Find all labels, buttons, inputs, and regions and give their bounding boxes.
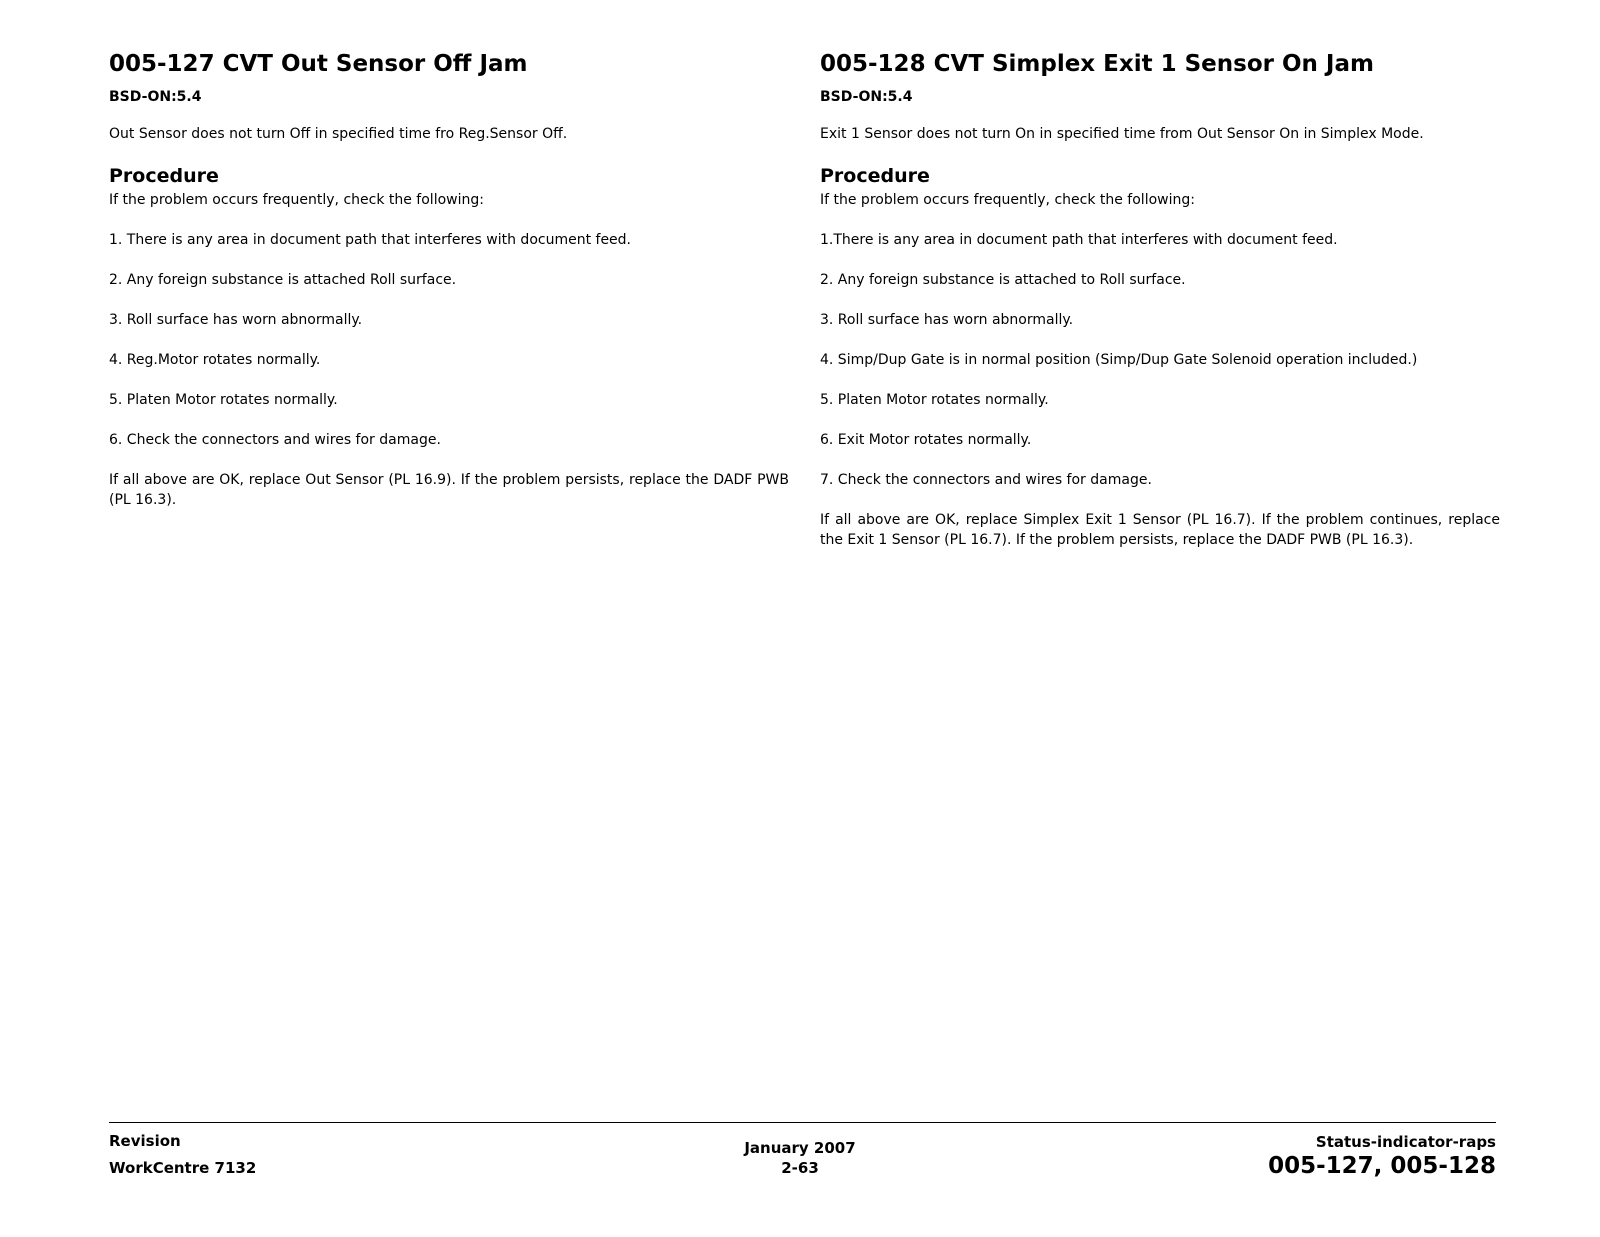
- procedure-step: 2. Any foreign substance is attached to Roll surface.: [820, 272, 1186, 288]
- procedure-step: 6. Exit Motor rotates normally.: [820, 432, 1032, 448]
- footer-divider: [109, 1122, 1496, 1123]
- footer-page-number: 2-63: [781, 1159, 819, 1177]
- procedure-heading: Procedure: [109, 165, 219, 187]
- procedure-conclusion: If all above are OK, replace Simplex Exit 1 Sensor (PL 16.7). If the problem continues, replace the Exit 1 Sensor (PL 16.7). If the problem persists, replace the DADF PWB (PL 16.3).: [820, 512, 1500, 548]
- procedure-step: 2. Any foreign substance is attached Roll surface.: [109, 272, 457, 288]
- footer-revision: Revision: [109, 1132, 181, 1150]
- right-column: [820, 48, 1500, 550]
- procedure-heading: Procedure: [820, 165, 930, 187]
- footer-fault-codes: 005-127, 005-128: [1268, 1153, 1496, 1179]
- footer-product-name: WorkCentre 7132: [109, 1159, 257, 1177]
- section-title: 005-127 CVT Out Sensor Off Jam: [109, 51, 528, 77]
- footer-right: [1268, 1132, 1496, 1180]
- footer-left: [109, 1131, 256, 1178]
- procedure-step: 3. Roll surface has worn abnormally.: [820, 312, 1074, 328]
- section-title: 005-128 CVT Simplex Exit 1 Sensor On Jam: [820, 51, 1374, 77]
- procedure-step: 3. Roll surface has worn abnormally.: [109, 312, 363, 328]
- procedure-step: 1.There is any area in document path that interferes with document feed.: [820, 232, 1338, 248]
- footer-center: [700, 1138, 900, 1178]
- fault-description: Out Sensor does not turn Off in specified time fro Reg.Sensor Off.: [109, 126, 568, 142]
- procedure-step: 4. Reg.Motor rotates normally.: [109, 352, 321, 368]
- footer-section-name: Status-indicator-raps: [1315, 1133, 1496, 1151]
- bsd-reference: BSD-ON:5.4: [820, 89, 913, 105]
- procedure-step: 6. Check the connectors and wires for damage.: [109, 432, 441, 448]
- procedure-step: 1. There is any area in document path that interferes with document feed.: [109, 232, 632, 248]
- footer-date: January 2007: [744, 1139, 856, 1157]
- procedure-intro: If the problem occurs frequently, check the following:: [109, 192, 484, 208]
- procedure-step: 7. Check the connectors and wires for damage.: [820, 472, 1152, 488]
- left-column: [109, 48, 789, 510]
- bsd-reference: BSD-ON:5.4: [109, 89, 202, 105]
- procedure-step: 5. Platen Motor rotates normally.: [109, 392, 338, 408]
- procedure-intro: If the problem occurs frequently, check the following:: [820, 192, 1195, 208]
- procedure-step: 4. Simp/Dup Gate is in normal position (Simp/Dup Gate Solenoid operation included.): [820, 352, 1418, 368]
- procedure-step: 5. Platen Motor rotates normally.: [820, 392, 1049, 408]
- procedure-conclusion: If all above are OK, replace Out Sensor (PL 16.9). If the problem persists, replace the DADF PWB (PL 16.3).: [109, 472, 789, 508]
- fault-description: Exit 1 Sensor does not turn On in specified time from Out Sensor On in Simplex Mode.: [820, 126, 1424, 142]
